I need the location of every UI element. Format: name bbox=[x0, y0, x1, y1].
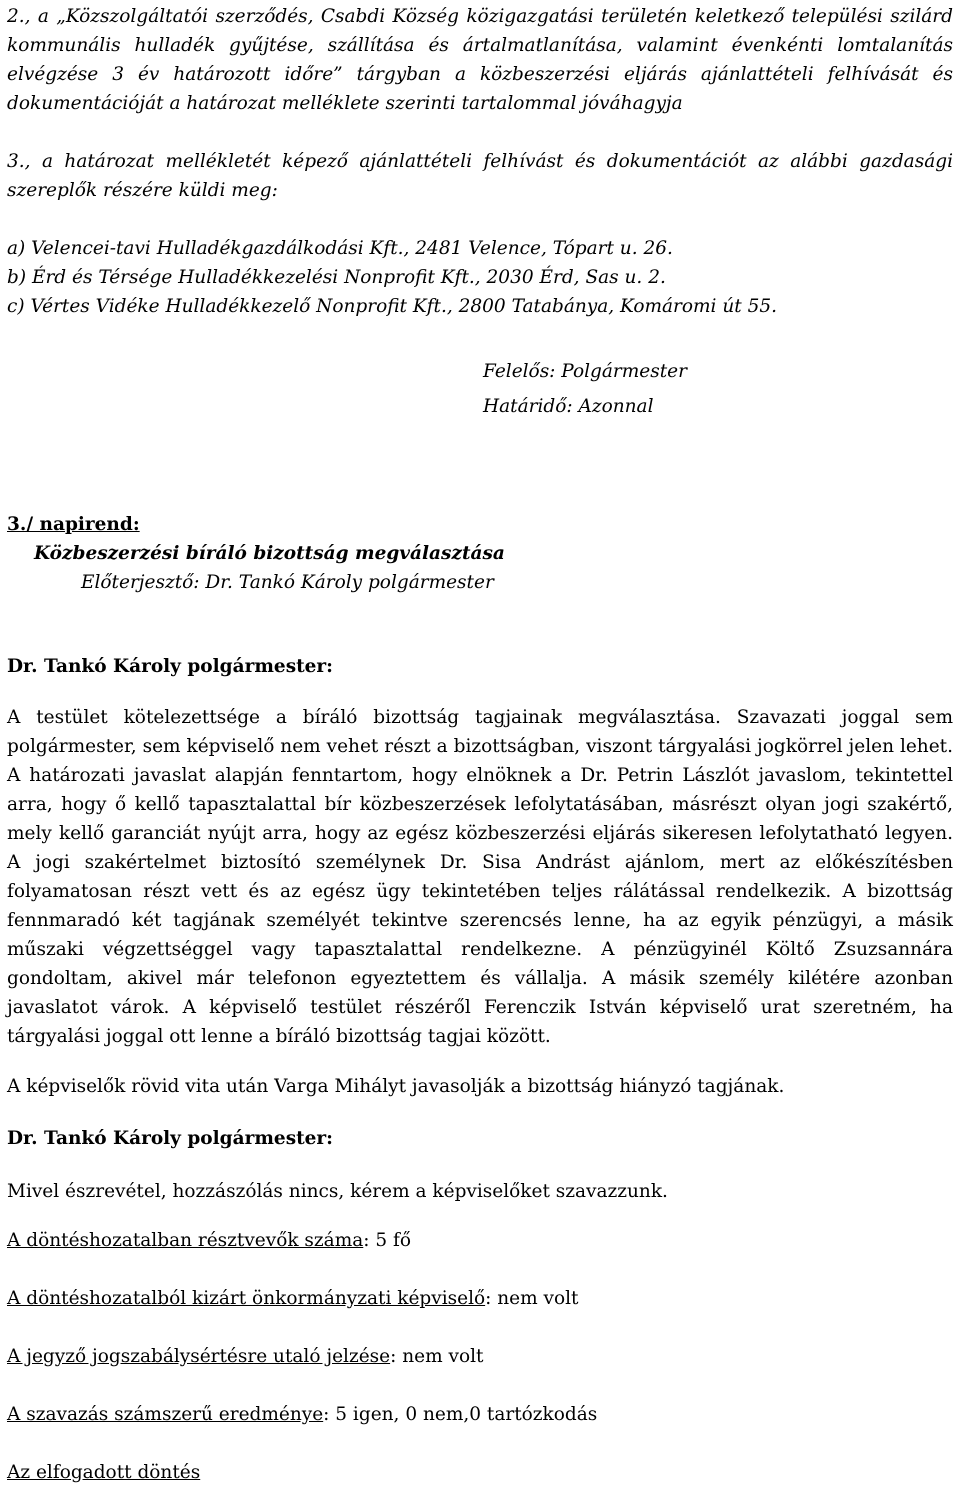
deadline: Határidő: Azonnal bbox=[483, 396, 654, 417]
vote-excluded-label: A döntéshozatalból kizárt önkormányzati képviselő bbox=[7, 1288, 486, 1309]
vote-decision-label: Az elfogadott döntés bbox=[7, 1462, 201, 1483]
vote-result-label: A szavazás számszerű eredménye bbox=[7, 1404, 324, 1425]
speaker-heading-2: Dr. Tankó Károly polgármester: bbox=[7, 1128, 333, 1149]
speaker-heading-1: Dr. Tankó Károly polgármester: bbox=[7, 656, 333, 677]
agenda-title: Közbeszerzési bíráló bizottság megválasztása bbox=[34, 543, 505, 564]
agenda-number: 3./ napirend: bbox=[7, 514, 140, 535]
vote-excluded-value: : nem volt bbox=[485, 1288, 579, 1309]
paragraph-2: 2., a „Közszolgáltatói szerződés, Csabdi Község közigazgatási területén keletkező települési szilárd kommunális hulladék gyűjtése, szállítása és ártalmatlanítása, valamint évenkénti lomtalanítás elvégzése 3 év határozott időre” tárgyban a közbeszerzési eljárás ajánlattételi felhívását és dokumentációját a határozat melléklete szerinti tartalommal jóváhagyja bbox=[7, 6, 953, 114]
vote-result bbox=[7, 1400, 953, 1429]
paragraph-3: 3., a határozat mellékletét képező ajánlattételi felhívást és dokumentációt az alábbi gazdasági szereplők részére küldi meg: bbox=[7, 151, 953, 201]
vote-notary bbox=[7, 1342, 953, 1371]
vote-participants bbox=[7, 1226, 953, 1255]
vote-participants-value: : 5 fő bbox=[363, 1230, 412, 1251]
speech-2-text: Mivel észrevétel, hozzászólás nincs, kérem a képviselőket szavazzunk. bbox=[7, 1181, 668, 1202]
vote-result-value: : 5 igen, 0 nem,0 tartózkodás bbox=[323, 1404, 598, 1425]
vote-notary-value: : nem volt bbox=[390, 1346, 484, 1367]
recipient-c: c) Vértes Vidéke Hulladékkezelő Nonprofit Kft., 2800 Tatabánya, Komáromi út 55. bbox=[7, 296, 778, 317]
vote-excluded bbox=[7, 1284, 953, 1313]
vote-decision bbox=[7, 1458, 953, 1487]
recipient-b: b) Érd és Térsége Hulladékkezelési Nonprofit Kft., 2030 Érd, Sas u. 2. bbox=[7, 267, 666, 288]
recipient-list bbox=[7, 234, 953, 321]
recipient-a: a) Velencei-tavi Hulladékgazdálkodási Kft., 2481 Velence, Tópart u. 26. bbox=[7, 238, 673, 259]
discussion-text: A képviselők rövid vita után Varga Mihályt javasolják a bizottság hiányzó tagjának. bbox=[7, 1076, 785, 1097]
agenda-header bbox=[7, 510, 953, 597]
agenda-presenter: Előterjesztő: Dr. Tankó Károly polgármester bbox=[81, 572, 494, 593]
responsibility-block bbox=[483, 357, 953, 421]
speech-1-text: A testület kötelezettsége a bíráló bizottság tagjainak megválasztása. Szavazati joggal sem polgármester, sem képviselő nem vehet részt a bizottságban, viszont tárgyalási jogkörrel jelen lehet. A határozati javaslat alapján fenntartom, hogy elnöknek a Dr. Petrin Lászlót javaslom, tekintettel arra, hogy ő kellő tapasztalattal bír közbeszerzések lefolytatásában, másrészt olyan jogi szakértő, mely kellő garanciát nyújt arra, hogy az egész közbeszerzési eljárás sikeresen lefolytatható legyen. A jogi szakértelmet biztosító személynek Dr. Sisa Andrást ajánlom, mert az előkészítésben folyamatosan részt vett és az egész ügy tekintetében teljes rálátással rendelkezik. A bizottság fennmaradó két tagjának személyét tekintve szerencsés lenne, ha az egyik pénzügyi, a másik műszaki végzettséggel vagy tapasztalattal rendelkezne. A pénzügyinél Költő Zsuzsannára gondoltam, akivel már telefonon egyeztettem és vállalja. A másik személy kilétére azonban javaslatot várok. A képviselő testület részéről Ferenczik István képviselő urat szeretném, ha tárgyalási joggal ott lenne a bíráló bizottság tagjai között. bbox=[7, 707, 953, 1047]
vote-notary-label: A jegyző jogszabálysértésre utaló jelzése bbox=[7, 1346, 391, 1367]
responsible: Felelős: Polgármester bbox=[483, 361, 687, 382]
vote-participants-label: A döntéshozatalban résztvevők száma bbox=[7, 1230, 364, 1251]
